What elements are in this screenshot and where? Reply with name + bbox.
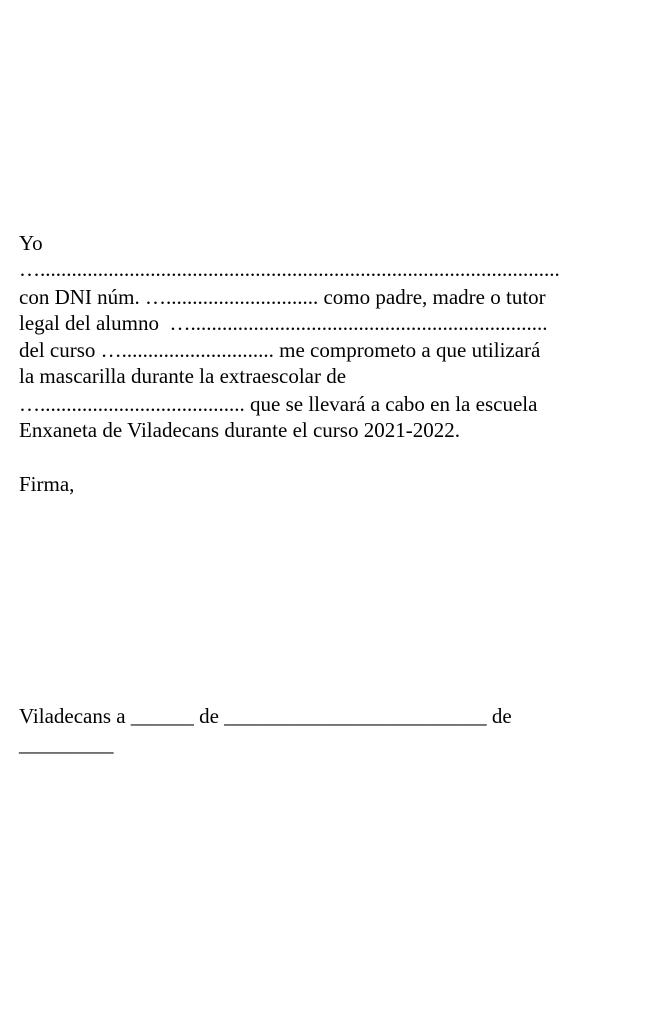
signature-label: Firma,: [19, 472, 75, 496]
date-line: Viladecans a ______ de _________________________ de: [19, 704, 512, 728]
school-text: Enxaneta de Viladecans durante el curso 2021-2022.: [19, 418, 460, 442]
extracurricular-text: …....................................... que se llevará a cabo en la escuela: [19, 392, 538, 416]
course-commitment-text: del curso …............................. me comprometo a que utilizará: [19, 338, 541, 362]
mask-text: la mascarilla durante la extraescolar de: [19, 364, 347, 388]
parent-name-blank: …...................................................................................................: [19, 257, 560, 281]
authorization-document: [19, 0, 624, 1024]
year-blank: _________: [19, 732, 114, 756]
greeting-text: Yo: [19, 231, 43, 255]
dni-text: con DNI núm. …............................. como padre, madre o tutor: [19, 285, 546, 309]
student-name-text: legal del alumno …....................................................................: [19, 311, 548, 335]
